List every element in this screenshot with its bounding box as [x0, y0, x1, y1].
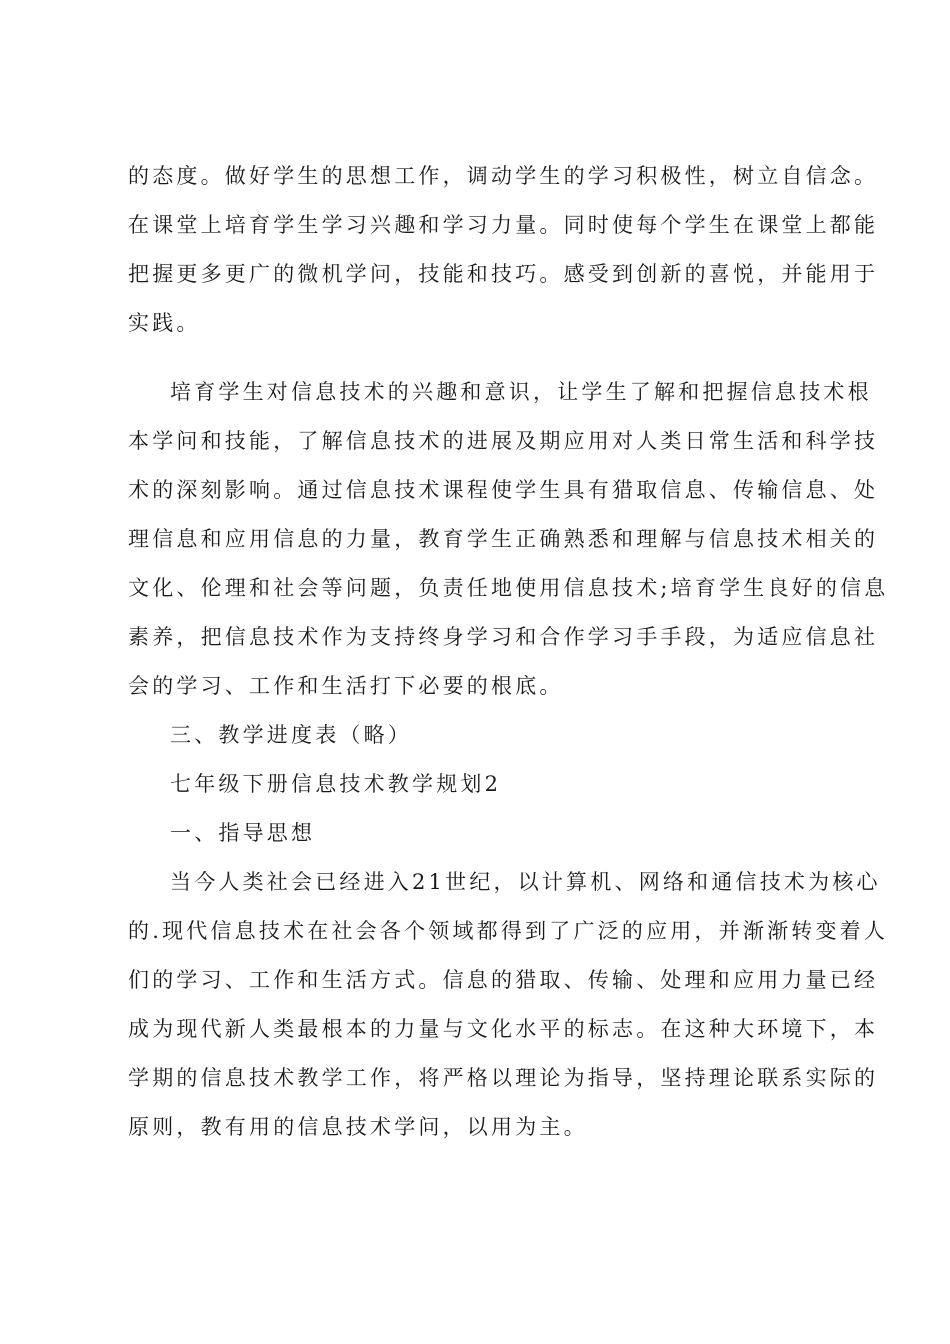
- text-line: 一、指导思想: [170, 821, 316, 845]
- text-line: 培育学生对信息技术的兴趣和意识，让学生了解和把握信息技术根: [170, 380, 872, 404]
- text-line: 的态度。做好学生的思想工作，调动学生的学习积极性，树立自信念。: [128, 164, 879, 188]
- text-line: 当今人类社会已经进入21世纪，以计算机、网络和通信技术为核心: [170, 870, 881, 894]
- document-body: [128, 152, 889, 1152]
- paragraph-interest: [128, 368, 889, 711]
- heading-schedule: [128, 711, 832, 760]
- section-title: [128, 760, 832, 809]
- text-line: 文化、伦理和社会等问题，负责任地使用信息技术;培育学生良好的信息: [128, 576, 889, 600]
- text-line: 们的学习、工作和生活方式。信息的猎取、传输、处理和应用力量已经: [128, 968, 879, 992]
- text-line: 七年级下册信息技术教学规划2: [170, 772, 502, 796]
- text-line: 三、教学进度表（略）: [170, 723, 412, 747]
- text-line: 素养，把信息技术作为支持终身学习和合作学习手手段，为适应信息社: [128, 625, 879, 649]
- heading-guiding-thought: [128, 809, 832, 858]
- text-line: 会的学习、工作和生活打下必要的根底。: [128, 674, 564, 698]
- text-line: 术的深刻影响。通过信息技术课程使学生具有猎取信息、传输信息、处: [128, 478, 879, 502]
- text-line: 原则，教有用的信息技术学问，以用为主。: [128, 1115, 588, 1139]
- text-line: 成为现代新人类最根本的力量与文化水平的标志。在这种大环境下，本: [128, 1017, 879, 1041]
- text-line: 本学问和技能，了解信息技术的进展及期应用对人类日常生活和科学技: [128, 429, 879, 453]
- text-line: 学期的信息技术教学工作，将严格以理论为指导，坚持理论联系实际的: [128, 1066, 879, 1090]
- paragraph-society: [128, 858, 889, 1152]
- text-line: 把握更多更广的微机学问，技能和技巧。感受到创新的喜悦，并能用于: [128, 262, 879, 286]
- text-line: 理信息和应用信息的力量，教育学生正确熟悉和理解与信息技术相关的: [128, 527, 879, 551]
- text-line: 在课堂上培育学生学习兴趣和学习力量。同时使每个学生在课堂上都能: [128, 213, 879, 237]
- text-line: 的.现代信息技术在社会各个领域都得到了广泛的应用，并渐渐转变着人: [128, 919, 889, 943]
- text-line: 实践。: [128, 311, 201, 335]
- paragraph-attitude: [128, 152, 879, 348]
